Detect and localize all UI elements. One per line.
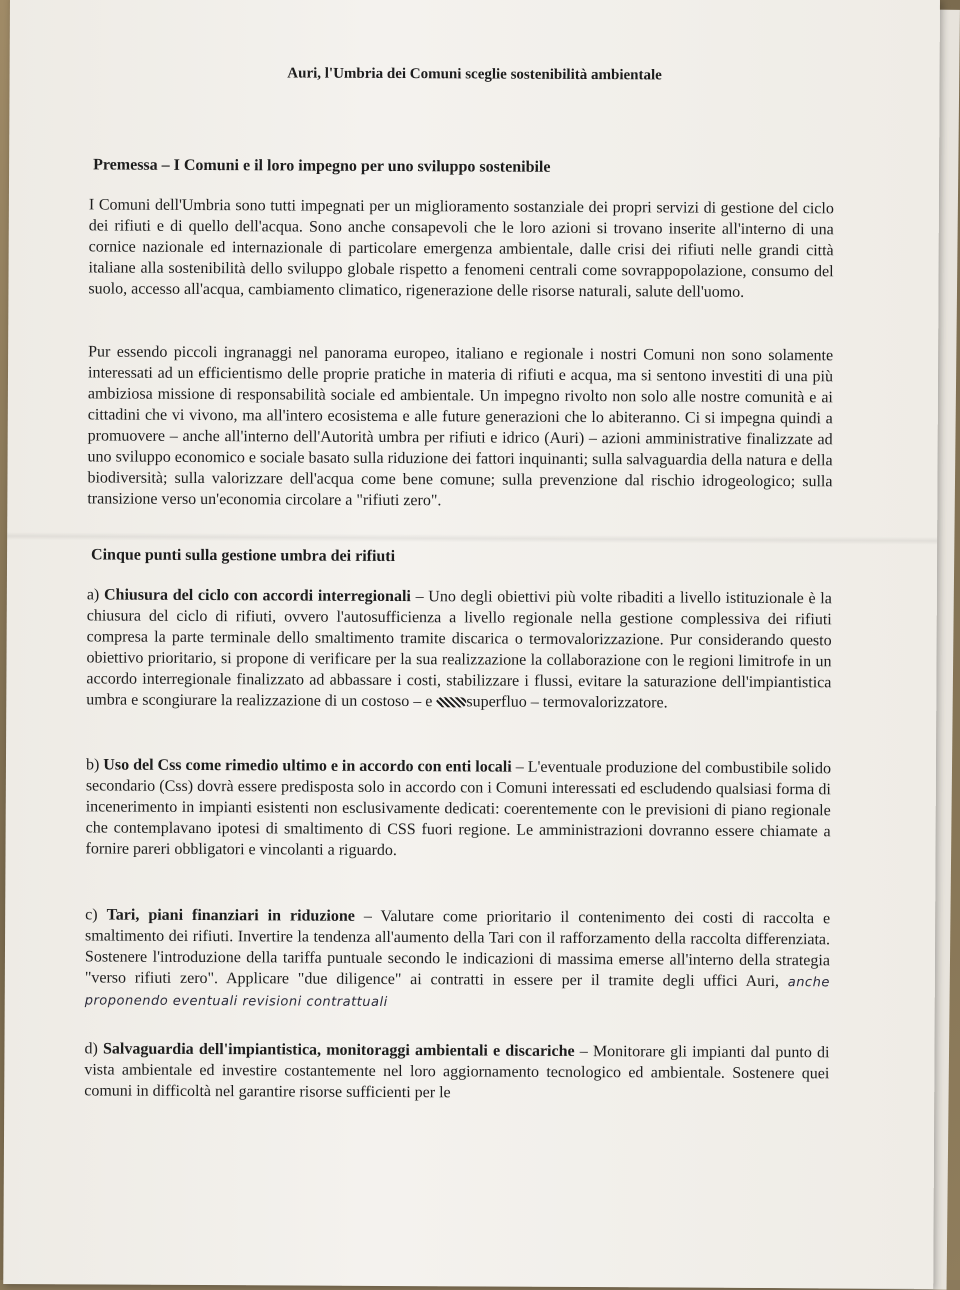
point-d-marker: d) <box>84 1040 98 1058</box>
document-title: Auri, l'Umbria dei Comuni sceglie sostenibilità ambientale <box>287 65 662 84</box>
point-b-text: – L'eventuale produzione del combustibile solido secondario (Css) dovrà essere predisposta solo in accordo con i Comuni interessati ed escludendo qualsiasi forma di incenerimento in impianti esistenti non esclusivamente dedicati: coerentemente con le previsioni di piano regionale che contemplavano ipotesi di smaltimento di CSS fuori regione. Le amministrazioni dovranno essere chiamate a fornire pareri obbligatori e vincolanti a riguardo. <box>85 758 832 860</box>
handwritten-note: anche proponendo eventuali revisioni contrattuali <box>84 975 830 1010</box>
document-page <box>3 0 940 1289</box>
paper-fold <box>7 532 937 545</box>
point-d-title: Salvaguardia dell'impiantistica, monitoraggi ambientali e discariche <box>102 1040 575 1060</box>
section-heading-premessa: Premessa – I Comuni e il loro impegno per uno sviluppo sostenibile <box>93 156 551 176</box>
paragraph-premessa-2: Pur essendo piccoli ingranaggi nel panorama europeo, italiano e regionale i nostri Comuni non sono solamente interessati ad un efficientismo delle proprie pratiche in materia di rifiuti e acqua, ma si sentono investiti di una più ambiziosa missione di responsabilità sociale ed ambientale. Un impegno rivolto non solo alle nostre comunità e ai cittadini che vi vivono, ma all'intero ecosistema e alle future generazioni che lo abiteranno. Ci si impegna quindi a promuovere – anche all'interno dell'Autorità umbra per rifiuti e idrico (Auri) – azioni amministrative finalizzate ad uno sviluppo economico e sociale basato sulla riduzione dei fattori inquinanti; sulla salvaguardia della natura e della biodiversità; sulla valorizzare dell'acqua come bene comune; sulla prevenzione dal rischio idrogeologico; sulla transizione verso un'economia circolare a "rifiuti zero". <box>87 343 834 510</box>
point-c <box>85 904 831 1015</box>
point-c-title: Tari, piani finanziari in riduzione <box>106 906 355 925</box>
point-d-text: – Monitorare gli impianti dal punto di vista ambientale ed investire costantemente nel loro aggiornamento tecnologico ed ambientale. Sostenere quei comuni in difficoltà nel garantire risorse sufficienti per le <box>84 1042 830 1102</box>
point-a-marker: a) <box>86 586 100 604</box>
point-b-title: Uso del Css come rimedio ultimo e in accordo con enti locali <box>103 756 512 776</box>
point-b-marker: b) <box>85 756 100 774</box>
point-d <box>84 1038 829 1105</box>
point-c-text: – Valutare come prioritario il contenimento dei costi di raccolta e smaltimento dei rifiuti. Invertire la tendenza all'aumento della Tari con il rafforzamento della raccolta differenziata. Sostenere l'introduzione della tariffa puntuale secondo le indicazioni di massima emerse all'interno della strategia "verso rifiuti zero". Applicare "due diligence" ai contratti in essere per il tramite degli uffici Auri, <box>84 907 831 991</box>
crossed-out-word <box>436 698 466 708</box>
point-b <box>85 754 831 863</box>
point-a-text: – Uno degli obiettivi più volte ribaditi a livello istituzionale è la chiusura del ciclo di rifiuti, ovvero l'autosufficienza a livello regionale nella gestione complessiva dei rifiuti compresa la parte terminale dello smaltimento tramite discarica o termovalorizzazione. Pur considerando questo obiettivo prioritario, si propone di verificare per la sua realizzazione la collaborazione con le regioni limitrofe in un accordo interregionale finalizzato ad abbassare i costi, stabilizzare i flussi, evitare la saturazione dell'impiantistica umbra e scongiurare la realizzazione di un costoso – e <box>86 588 832 711</box>
point-a <box>86 584 832 714</box>
point-c-marker: c) <box>85 906 98 924</box>
point-a-text-end: superfluo – termovalorizzatore. <box>466 693 668 712</box>
point-a-title: Chiusura del ciclo con accordi interregionali <box>103 586 411 606</box>
section-heading-cinque-punti: Cinque punti sulla gestione umbra dei rifiuti <box>91 546 396 566</box>
paragraph-premessa-1: I Comuni dell'Umbria sono tutti impegnati per un miglioramento sostanziale dei propri servizi di gestione del ciclo dei rifiuti e di quello dell'acqua. Sono anche consapevoli che le loro azioni si trovano inserite all'interno di una cornice nazionale ed internazionale di particolare emergenza ambientale, dalle crisi dei rifiuti nelle grandi città italiane alla sostenibilità dello sviluppo globale rispetto a fenomeni centrali come sovrappopolazione, consumo del suolo, accesso all'acqua, cambiamento climatico, rigenerazione delle risorse naturali, salute dell'uomo. <box>88 196 834 301</box>
